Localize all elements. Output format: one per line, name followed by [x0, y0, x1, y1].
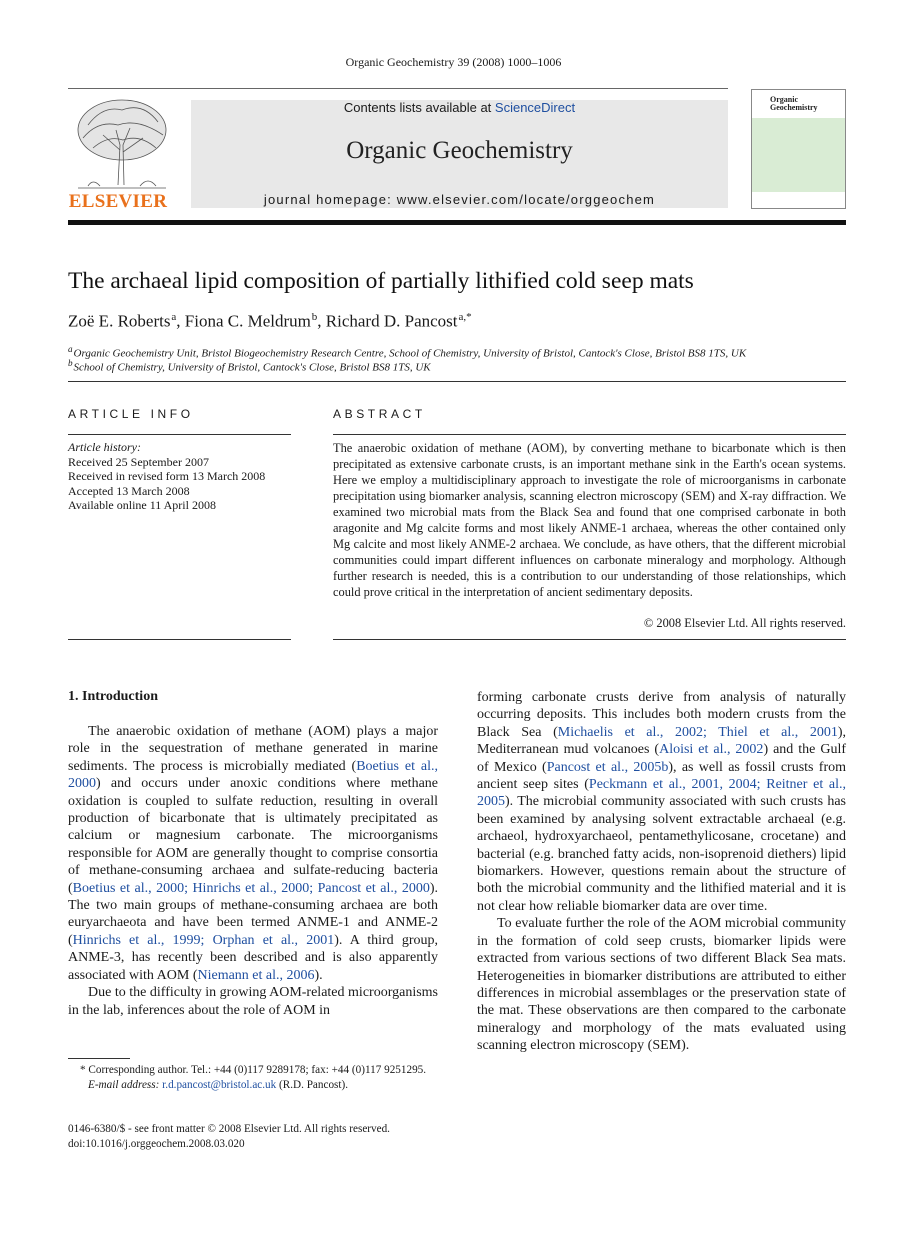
footnote-rule	[68, 1058, 130, 1059]
author-list: Zoë E. Roberts $^a$, Fiona C. Meldrum $^b$, Richard D. Pancost $^{a,*}$	[68, 311, 472, 331]
header-rule	[68, 220, 846, 225]
text-run: ). The two main groups of methane-consuming archaea are both euryarchaeota and have been termed ANME-1 and ANME-2 (	[68, 880, 438, 948]
abstract-bottom-rule	[333, 639, 846, 640]
affiliation-rule	[68, 381, 846, 382]
journal-title: Organic Geochemistry	[346, 137, 573, 164]
text-run: The anaerobic oxidation of methane (AOM) plays a major role in the sequestration of methane generated in marine sediments. The process is microbially mediated (	[68, 724, 438, 774]
abstract-copyright: © 2008 Elsevier Ltd. All rights reserved.	[643, 616, 846, 630]
author-sup: b	[311, 311, 318, 323]
text-run: ), Mediterranean mud volcanoes (	[477, 724, 846, 758]
affiliation-text: School of Chemistry, University of Bristol, Cantock's Close, Bristol BS8 1TS, UK	[73, 361, 431, 374]
article-info-bottom-rule	[68, 639, 291, 640]
cover-footer	[752, 192, 845, 208]
affiliation-sup: a	[68, 344, 73, 354]
abstract-label: ABSTRACT	[333, 407, 426, 421]
text-run: ). The microbial community associated with such crusts has been examined by analysing solvent extractable archaeal (e.g. archaeol, hydroxyarchaeol, pentamethylicosane, crocetane) and bacterial (e.g. branched fatty acids, non-isoprenoid diethers) lipid biomarkers. However, questions remain about the structure of both the microbial community and the lithified material and it is not clear how reliable biomarker data are over time.	[477, 794, 846, 914]
body-column-left	[68, 723, 438, 1019]
corresponding-author-note: * Corresponding author. Tel.: +44 (0)117 9289178; fax: +44 (0)117 9251295.	[80, 1064, 427, 1076]
citation-link[interactable]: Aloisi et al., 2002	[659, 742, 764, 758]
body-column-right	[477, 689, 846, 1055]
author-sup: a,*	[458, 311, 472, 323]
affiliation-sup: b	[68, 358, 73, 368]
citation-link[interactable]: Boetius et al., 2000	[68, 758, 438, 792]
email-owner: (R.D. Pancost).	[279, 1079, 349, 1091]
affiliation-text: Organic Geochemistry Unit, Bristol Biogeochemistry Research Centre, School of Chemistry, University of Bristol, Cantock's Close, Bristol BS8 1TS, UK	[73, 347, 747, 360]
history-item: Accepted 13 March 2008	[68, 483, 190, 498]
affiliation	[68, 358, 431, 374]
article-info-rule	[68, 434, 291, 435]
text-run: ), as well as fossil crusts from ancient seep sites (	[477, 759, 846, 793]
text-run: ).	[314, 967, 323, 983]
banner-top-rule	[68, 88, 728, 89]
author-sup: a	[171, 311, 177, 323]
intro-paragraph-2-cont	[477, 689, 846, 915]
cover-title-line2: Geochemistry	[770, 103, 818, 112]
history-item: Received in revised form 13 March 2008	[68, 469, 266, 483]
doi-line[interactable]: doi:10.1016/j.orggeochem.2008.03.020	[68, 1138, 245, 1150]
citation-link[interactable]: Michaelis et al., 2002; Thiel et al., 2001	[557, 724, 838, 740]
front-matter	[68, 1122, 390, 1152]
text-run: ) and the Gulf of Mexico (	[477, 742, 846, 775]
text-run: ). A third group, ANME-3, has recently been described and is also apparently associated with AOM (	[68, 932, 438, 983]
elsevier-wordmark: ELSEVIER	[68, 191, 168, 212]
intro-paragraph-3: To evaluate further the role of the AOM microbial community in the formation of cold seep crusts, biomarker lipids were extracted from various sections of two different Black Sea mats. Heterogeneities in biomarker distributions are attributed to either differences in microbial assemblages or the preservation state of the mat. These observations are then compared to the carbonate mineralogy and morphology of the mats evaluated using scanning electron microscopy (SEM).	[477, 916, 846, 1054]
intro-paragraph-1	[68, 723, 438, 984]
section-heading-introduction: 1. Introduction	[68, 689, 158, 704]
citation-link[interactable]: Peckmann et al., 2001, 2004; Reitner et al., 2005	[477, 777, 847, 810]
article-history	[68, 440, 265, 513]
abstract-rule	[333, 434, 846, 435]
running-head: Organic Geochemistry 39 (2008) 1000–1006	[345, 55, 562, 69]
email-label: E-mail address:	[88, 1079, 160, 1091]
citation-link[interactable]: Boetius et al., 2000; Hinrichs et al., 2000; Pancost et al., 2000	[72, 880, 430, 896]
cover-title	[770, 96, 818, 112]
citation-link[interactable]: Pancost et al., 2005b	[546, 759, 669, 775]
email-link[interactable]: r.d.pancost@bristol.ac.uk	[162, 1079, 277, 1091]
email-line	[68, 1078, 438, 1093]
journal-homepage[interactable]: journal homepage: www.elsevier.com/locate/orggeochem	[263, 192, 656, 207]
contents-line	[191, 100, 728, 115]
article-info-label: ARTICLE INFO	[68, 407, 194, 421]
sciencedirect-link[interactable]: ScienceDirect	[494, 100, 576, 115]
cover-title-line1: Organic	[770, 95, 798, 104]
citation-link[interactable]: Hinrichs et al., 1999; Orphan et al., 2001	[72, 932, 335, 948]
intro-paragraph-2-start: Due to the difficulty in growing AOM-related microorganisms in the lab, inferences about the role of AOM in	[68, 985, 438, 1018]
history-heading: Article history:	[68, 440, 141, 454]
author-name[interactable]: Zoë E. Roberts	[68, 311, 171, 331]
author-name[interactable]: Fiona C. Meldrum	[184, 311, 311, 331]
abstract-body: The anaerobic oxidation of methane (AOM), by converting methane to bicarbonate which is then precipitated as extensive carbonate crusts, is an important methane sink in the Earth's ocean systems. Here we employ a multidisciplinary approach to investigate the role of microorganisms in carbonate precipitation using biomarker analysis, scanning electron microscopy (SEM) and X-ray diffraction. We examined two microbial mats from the Black Sea and found that one comprised carbonate in both aragonite and Mg calcite forms and most likely ANME-1 archaea, whereas the other contained only Mg calcite and most likely ANME-2 archaea. We conclude, as have others, that the different microbial communities could impart different influences on carbonate mineralogy and morphology. Although further research is needed, this is a contribution to our understanding of those relationships, which could prove critical in the interpretation of ancient sedimentary deposits.	[333, 441, 846, 599]
contents-prefix: Contents lists available at	[343, 100, 495, 115]
history-item: Available online 11 April 2008	[68, 498, 216, 512]
footnote	[68, 1063, 438, 1093]
text-run: forming carbonate crusts derive from analysis of naturally occurring deposits. This includes both modern crusts from the Black Sea (	[477, 690, 846, 740]
author-name[interactable]: Richard D. Pancost	[325, 311, 458, 331]
issn-line: 0146-6380/$ - see front matter © 2008 Elsevier Ltd. All rights reserved.	[68, 1123, 390, 1135]
article-title: The archaeal lipid composition of partially lithified cold seep mats	[68, 268, 694, 294]
history-item: Received 25 September 2007	[68, 454, 209, 469]
text-run: ) and occurs under anoxic conditions where methane oxidation is coupled to sulfate reduction, resulting in overall production of bicarbonate that is ultimately precipitated as calcium or magnesium carbonate. The microorganisms responsible for AOM are generally thought to comprise consortia of methane-consuming archaea and sulfate-reducing bacteria (	[68, 776, 438, 896]
citation-link[interactable]: Niemann et al., 2006	[197, 967, 315, 983]
